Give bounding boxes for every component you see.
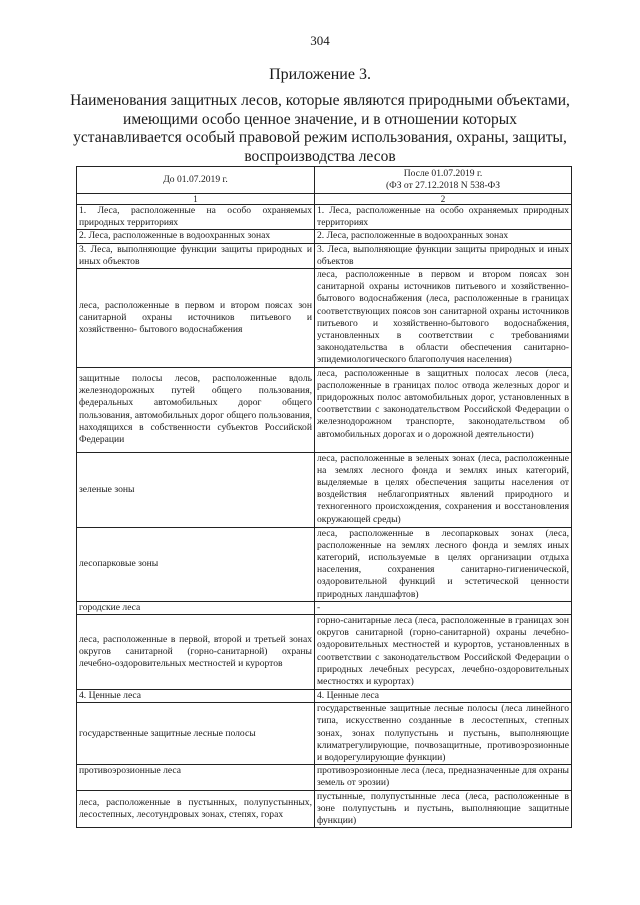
cell-before: зеленые зоны bbox=[77, 452, 315, 527]
table-row bbox=[77, 452, 572, 527]
table-row bbox=[77, 690, 572, 703]
table-row bbox=[77, 205, 572, 230]
cell-before: 1. Леса, расположенные на особо охраняемых природных территориях bbox=[77, 205, 315, 230]
cell-after: 2. Леса, расположенные в водоохранных зонах bbox=[315, 230, 572, 243]
cell-after: 1. Леса, расположенные на особо охраняемых природных территориях bbox=[315, 205, 572, 230]
cell-before: леса, расположенные в первом и втором поясах зон санитарной охраны источников питьевого и хозяйственно- бытового водоснабжения bbox=[77, 269, 315, 368]
cell-before: защитные полосы лесов, расположенные вдоль железнодорожных путей общего пользования, федеральных автомобильных дорог общего пользования, автомобильных дорог общего пользования, находящихся в собственности субъектов Российской Федерации bbox=[77, 367, 315, 452]
cell-after: противоэрозионные леса (леса, предназначенные для охраны земель от эрозии) bbox=[315, 765, 572, 790]
header-after-line2: (ФЗ от 27.12.2018 N 538-ФЗ bbox=[385, 180, 501, 191]
cell-before: леса, расположенные в пустынных, полупустынных, лесостепных, лесотундровых зонах, степях, горах bbox=[77, 790, 315, 828]
cell-before: 3. Леса, выполняющие функции защиты природных и иных объектов bbox=[77, 243, 315, 268]
header-after-line1: После 01.07.2019 г. bbox=[403, 167, 483, 179]
column-number: 2 bbox=[315, 194, 572, 205]
cell-after: государственные защитные лесные полосы (леса линейного типа, искусственно созданные в лесостепных, степных зонах, зонах полупустынь и пустынь, выполняющие климатрегулирующие, почвозащитные, противоэрозионные и водорегулирующие функции) bbox=[315, 703, 572, 765]
cell-after: 4. Ценные леса bbox=[315, 690, 572, 703]
table-row bbox=[77, 527, 572, 601]
table-header-row bbox=[77, 167, 572, 194]
cell-after: леса, расположенные в зеленых зонах (леса, расположенные на землях лесного фонда и землях иных категорий, выделяемые в целях обеспечения защиты населения от воздействия неблагоприятных явлений природного и техногенного происхождения, сохранения и восстановления окружающей среды) bbox=[315, 452, 572, 527]
cell-after: пустынные, полупустынные леса (леса, расположенные в зоне полупустынь и пустынь, выполняющие защитные функции) bbox=[315, 790, 572, 828]
cell-after: 3. Леса, выполняющие функции защиты природных и иных объектов bbox=[315, 243, 572, 268]
cell-after: леса, расположенные в защитных полосах лесов (леса, расположенные в границах полос отвода железных дорог и придорожных полос автомобильных дорог, установленных в соответствии с законодательством Российской Федерации о железнодорожном транспорте, законодательством об автомобильных дорогах и о дорожной деятельности) bbox=[315, 367, 572, 452]
protective-forests-table bbox=[76, 166, 572, 828]
column-number: 1 bbox=[77, 194, 315, 205]
appendix-label: Приложение 3. bbox=[269, 66, 371, 83]
header-before: До 01.07.2019 г. bbox=[77, 167, 315, 194]
cell-before: лесопарковые зоны bbox=[77, 527, 315, 601]
cell-after: леса, расположенные в лесопарковых зонах (леса, расположенные на землях лесного фонда и землях иных категорий, используемые в целях организации отдыха населения, сохранения санитарно-гигиенической, оздоровительной функций и эстетической ценности природных ландшафтов) bbox=[315, 527, 572, 601]
cell-before: государственные защитные лесные полосы bbox=[77, 703, 315, 765]
table-row bbox=[77, 243, 572, 268]
table-row bbox=[77, 765, 572, 790]
table-row bbox=[77, 367, 572, 452]
table-row bbox=[77, 790, 572, 828]
table-row bbox=[77, 269, 572, 368]
cell-after: леса, расположенные в первом и втором поясах зон санитарной охраны источников питьевого и хозяйственно-бытового водоснабжения (леса, расположенные в границах соответствующих поясов зон санитарной охраны источников питьевого и хозяйственно-бытового водоснабжения, установленных в соответствии с требованиями законодательства в области обеспечения санитарно-эпидемиологического благополучия населения) bbox=[315, 269, 572, 368]
column-number-row bbox=[77, 194, 572, 205]
table-row bbox=[77, 230, 572, 243]
cell-before: противоэрозионные леса bbox=[77, 765, 315, 790]
cell-before: 4. Ценные леса bbox=[77, 690, 315, 703]
table-row bbox=[77, 615, 572, 690]
cell-before: леса, расположенные в первой, второй и третьей зонах округов санитарной (горно-санитарной) охраны лечебно-оздоровительных местностей и курортов bbox=[77, 615, 315, 690]
table-row bbox=[77, 703, 572, 765]
page-number: 304 bbox=[310, 33, 330, 48]
document-title: Наименования защитных лесов, которые являются природными объектами, имеющими особо ценное значение, и в отношении которых устанавливается особый правовой режим использования, охраны, защиты, воспроизводства лесов bbox=[70, 92, 570, 165]
cell-after: - bbox=[315, 601, 572, 614]
header-after bbox=[315, 167, 572, 194]
cell-before: 2. Леса, расположенные в водоохранных зонах bbox=[77, 230, 315, 243]
table-row bbox=[77, 601, 572, 614]
cell-after: горно-санитарные леса (леса, расположенные в границах зон округов санитарной (горно-санитарной) охраны лечебно-оздоровительных местностей и курортов, установленных в соответствии с законодательством Российской Федерации о природных лечебных ресурсах, лечебно-оздоровительных местностях и курортах) bbox=[315, 615, 572, 690]
cell-before: городские леса bbox=[77, 601, 315, 614]
